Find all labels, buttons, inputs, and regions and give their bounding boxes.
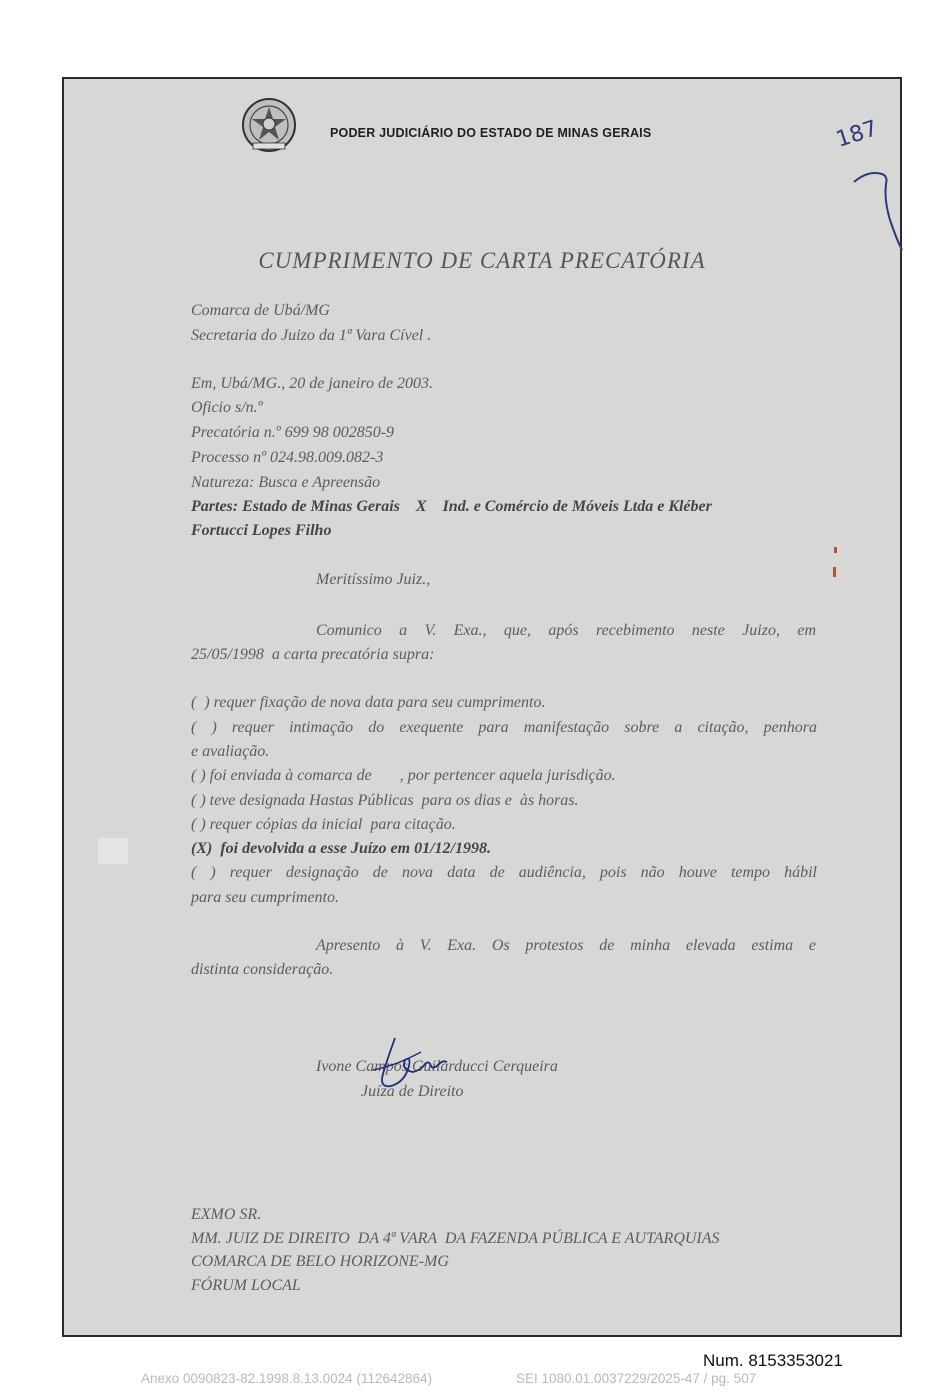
option-1: ( ) requer fixação de nova data para seu cumprimento. [191,694,546,711]
secretaria: Secretaria do Juizo da 1ª Vara Cível . [191,327,432,344]
addressee-line-1: EXMO SR. [191,1206,262,1223]
oficio: Oficio s/n.º [191,399,263,416]
handwritten-mark [848,160,908,252]
court-name: PODER JUDICIÁRIO DO ESTADO DE MINAS GERAIS [330,126,652,140]
processo-number: Processo nº 024.98.009.082-3 [191,449,384,466]
signer-name: Ivone Campos Guilarducci Cerqueira [316,1058,558,1075]
option-6-selected: (X) foi devolvida a esse Juízo em 01/12/1998. [191,840,491,857]
comarca: Comarca de Ubá/MG [191,302,330,319]
date-line: Em, Ubá/MG., 20 de janeiro de 2003. [191,375,434,392]
sei-reference: SEI 1080.01.0037229/2025-47 / pg. 507 [516,1371,757,1386]
option-3: ( ) foi enviada à comarca de , por pertencer aquela jurisdição. [191,767,616,784]
body-line-2: 25/05/1998 a carta precatória supra: [191,646,435,663]
document-title: CUMPRIMENTO DE CARTA PRECATÓRIA [258,248,706,273]
document-number: Num. 8153353021 [703,1351,843,1370]
option-2: ( ) requer intimação do exequente para manifestação sobre a citação, penhora [191,719,817,736]
option-5: ( ) requer cópias da inicial para citação. [191,816,456,833]
addressee-line-3: COMARCA DE BELO HORIZONE-MG [191,1253,449,1270]
natureza: Natureza: Busca e Apreensão [191,474,381,491]
option-4: ( ) teve designada Hastas Públicas para os dias e às horas. [191,792,579,809]
closing-line-1: Apresento à V. Exa. Os protestos de minha elevada estima e [316,937,816,954]
addressee-line-2: MM. JUIZ DE DIREITO DA 4ª VARA DA FAZENDA PÚBLICA E AUTARQUIAS [191,1230,720,1247]
annex-reference: Anexo 0090823-82.1998.8.13.0024 (112642864) [141,1371,433,1386]
coat-of-arms-icon [240,97,298,157]
scan-artifact-smudge [98,838,128,864]
partes-line-1: Partes: Estado de Minas Gerais X Ind. e Comércio de Móveis Ltda e Kléber [191,498,712,515]
precatoria-number: Precatória n.º 699 98 002850-9 [191,424,395,441]
handwritten-signature [365,1030,455,1100]
signer-role: Juíza de Direito [361,1083,464,1100]
scan-artifact [832,545,840,585]
salutation: Meritíssimo Juiz., [316,571,431,588]
addressee-line-4: FÓRUM LOCAL [191,1277,301,1294]
closing-line-2: distinta consideração. [191,961,334,978]
handwritten-page-number: 187 [833,116,881,153]
option-7: ( ) requer designação de nova data de audiência, pois não houve tempo hábil [191,864,817,881]
partes-line-2: Fortucci Lopes Filho [191,522,332,539]
option-7-cont: para seu cumprimento. [191,889,339,906]
option-2-cont: e avaliação. [191,743,270,760]
body-line-1: Comunico a V. Exa., que, após recebimento neste Juizo, em [316,622,816,639]
